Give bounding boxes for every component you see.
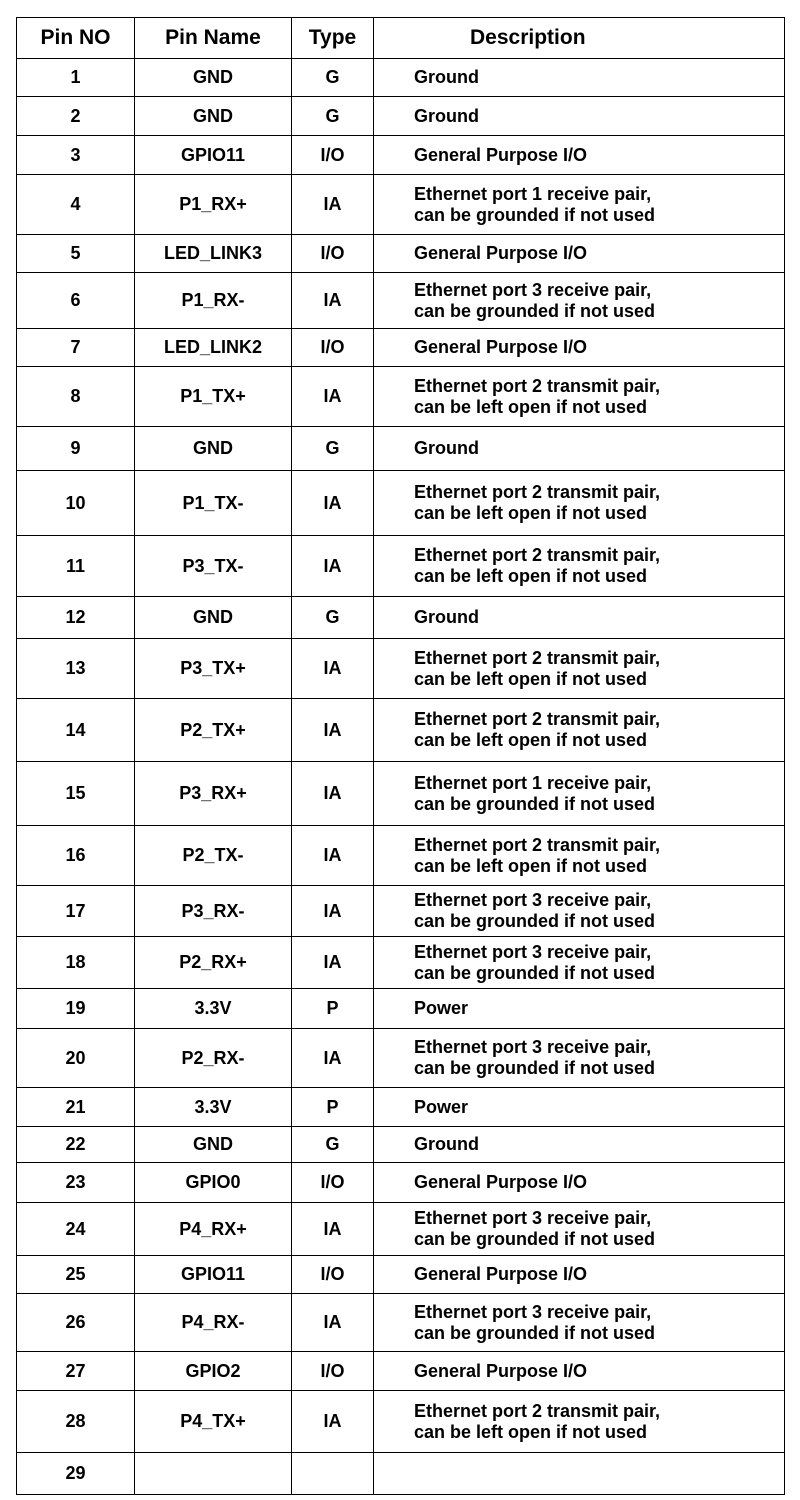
pin-type-cell: G <box>292 427 374 471</box>
pin-number-cell: 3 <box>17 136 135 175</box>
description-line: Ground <box>414 607 479 627</box>
pin-name-cell: 3.3V <box>135 1088 292 1127</box>
table-row <box>17 329 785 367</box>
table-row <box>17 597 785 639</box>
table-row <box>17 1352 785 1391</box>
pin-number-cell: 2 <box>17 97 135 136</box>
pin-type-cell: I/O <box>292 329 374 367</box>
pin-number-cell: 23 <box>17 1163 135 1203</box>
pin-number-cell: 20 <box>17 1029 135 1088</box>
description-line: Ground <box>414 1134 479 1154</box>
pin-type-cell: I/O <box>292 1163 374 1203</box>
pin-number-cell: 9 <box>17 427 135 471</box>
pin-type-cell: P <box>292 989 374 1029</box>
pin-type-cell <box>292 1453 374 1495</box>
pin-number-cell: 28 <box>17 1391 135 1453</box>
description-line: can be grounded if not used <box>414 1322 656 1343</box>
description-line: can be grounded if not used <box>414 300 656 321</box>
table-row <box>17 427 785 471</box>
pin-type-cell: IA <box>292 175 374 235</box>
description-line: can be grounded if not used <box>414 1229 656 1249</box>
pin-number-cell: 6 <box>17 273 135 329</box>
description-line: Ethernet port 2 transmit pair, <box>414 375 661 396</box>
pin-type-cell: G <box>292 1127 374 1163</box>
pin-name-cell: GND <box>135 427 292 471</box>
table-row <box>17 1256 785 1294</box>
table-row <box>17 1453 785 1495</box>
description-line: General Purpose I/O <box>414 337 588 357</box>
pin-name-cell: P2_TX+ <box>135 699 292 762</box>
pin-description-cell <box>374 937 785 989</box>
pin-description-cell <box>374 1256 785 1294</box>
table-row <box>17 536 785 597</box>
description-line: can be left open if not used <box>414 503 648 523</box>
description-line: General Purpose I/O <box>414 1172 588 1192</box>
pin-description-cell <box>374 1391 785 1453</box>
pin-number-cell: 5 <box>17 235 135 273</box>
description-line: Ethernet port 1 receive pair, <box>414 183 652 204</box>
pin-type-cell: IA <box>292 273 374 329</box>
pin-type-cell: I/O <box>292 235 374 273</box>
description-line: Ethernet port 3 receive pair, <box>414 1037 652 1057</box>
pin-number-cell: 4 <box>17 175 135 235</box>
pin-description-cell <box>374 597 785 639</box>
description-line: Ethernet port 1 receive pair, <box>414 772 652 793</box>
description-line: Ethernet port 2 transmit pair, <box>414 647 661 668</box>
pin-description-cell <box>374 427 785 471</box>
description-line: Ground <box>414 438 479 458</box>
pin-number-cell: 24 <box>17 1203 135 1256</box>
pin-name-cell: LED_LINK3 <box>135 235 292 273</box>
pin-description-cell <box>374 273 785 329</box>
pin-name-cell: P3_TX- <box>135 536 292 597</box>
description-line: can be grounded if not used <box>414 204 656 225</box>
pin-description-cell <box>374 699 785 762</box>
pin-description-cell <box>374 1163 785 1203</box>
header-row <box>17 18 785 59</box>
pin-type-cell: IA <box>292 639 374 699</box>
pin-name-cell: GPIO11 <box>135 136 292 175</box>
description-line: Ethernet port 3 receive pair, <box>414 890 652 910</box>
pin-type-cell: G <box>292 59 374 97</box>
description-line: Ground <box>414 105 479 126</box>
pin-number-cell: 16 <box>17 826 135 886</box>
description-line: can be left open if not used <box>414 396 648 417</box>
pin-type-cell: I/O <box>292 1352 374 1391</box>
pin-description-cell <box>374 826 785 886</box>
table-row <box>17 762 785 826</box>
header-pin-no: Pin NO <box>17 18 135 59</box>
description-line: Power <box>414 998 469 1018</box>
table-row <box>17 1088 785 1127</box>
table-header <box>17 18 785 59</box>
table-row <box>17 1163 785 1203</box>
description-line: Ground <box>414 67 479 87</box>
pin-name-cell: P4_TX+ <box>135 1391 292 1453</box>
pin-type-cell: IA <box>292 762 374 826</box>
description-line: Ethernet port 3 receive pair, <box>414 279 652 300</box>
pin-number-cell: 14 <box>17 699 135 762</box>
pin-name-cell: P4_RX+ <box>135 1203 292 1256</box>
pin-description-cell <box>374 1294 785 1352</box>
pin-number-cell: 26 <box>17 1294 135 1352</box>
table-row <box>17 1294 785 1352</box>
pin-description-cell <box>374 97 785 136</box>
pin-description-cell <box>374 175 785 235</box>
pin-type-cell: G <box>292 597 374 639</box>
table-row <box>17 886 785 937</box>
pin-description-cell <box>374 136 785 175</box>
pin-number-cell: 11 <box>17 536 135 597</box>
pin-number-cell: 8 <box>17 367 135 427</box>
header-pin-name: Pin Name <box>135 18 292 59</box>
pin-name-cell: GPIO0 <box>135 1163 292 1203</box>
pin-type-cell: IA <box>292 937 374 989</box>
pin-type-cell: IA <box>292 1294 374 1352</box>
table-body <box>17 59 785 1495</box>
table-row <box>17 367 785 427</box>
table-row <box>17 471 785 536</box>
description-line: Ethernet port 3 receive pair, <box>414 941 652 962</box>
pin-description-cell <box>374 1127 785 1163</box>
pin-name-cell: P2_TX- <box>135 826 292 886</box>
pin-number-cell: 13 <box>17 639 135 699</box>
pin-description-cell <box>374 59 785 97</box>
description-line: General Purpose I/O <box>414 243 588 263</box>
table-row <box>17 937 785 989</box>
description-line: Power <box>414 1096 469 1117</box>
pin-type-cell: IA <box>292 886 374 937</box>
header-type: Type <box>292 18 374 59</box>
description-line: Ethernet port 2 transmit pair, <box>414 1400 661 1421</box>
description-line: can be left open if not used <box>414 566 648 586</box>
table-row <box>17 235 785 273</box>
description-line: can be left open if not used <box>414 730 648 750</box>
description-line: Ethernet port 3 receive pair, <box>414 1301 652 1322</box>
pin-description-cell <box>374 235 785 273</box>
pin-name-cell: P4_RX- <box>135 1294 292 1352</box>
table-row <box>17 989 785 1029</box>
pin-name-cell: P2_RX- <box>135 1029 292 1088</box>
pin-description-cell <box>374 1088 785 1127</box>
pin-name-cell: P1_RX- <box>135 273 292 329</box>
pin-number-cell: 10 <box>17 471 135 536</box>
pin-description-cell <box>374 639 785 699</box>
description-line: can be left open if not used <box>414 855 648 876</box>
pin-description-cell <box>374 536 785 597</box>
pin-type-cell: I/O <box>292 1256 374 1294</box>
description-line: can be grounded if not used <box>414 1058 656 1078</box>
pin-number-cell: 7 <box>17 329 135 367</box>
pin-type-cell: IA <box>292 1391 374 1453</box>
description-line: General Purpose I/O <box>414 144 588 165</box>
description-line: Ethernet port 2 transmit pair, <box>414 482 661 502</box>
table-row <box>17 1127 785 1163</box>
table-row <box>17 639 785 699</box>
pin-type-cell: IA <box>292 699 374 762</box>
pin-name-cell: 3.3V <box>135 989 292 1029</box>
description-line: General Purpose I/O <box>414 1264 588 1284</box>
pin-type-cell: IA <box>292 826 374 886</box>
description-line: Ethernet port 2 transmit pair, <box>414 709 661 729</box>
table-row <box>17 1203 785 1256</box>
pin-name-cell: P3_RX+ <box>135 762 292 826</box>
description-line: can be grounded if not used <box>414 962 656 983</box>
pin-number-cell: 25 <box>17 1256 135 1294</box>
pin-name-cell: P3_TX+ <box>135 639 292 699</box>
pin-description-cell <box>374 1352 785 1391</box>
pin-type-cell: P <box>292 1088 374 1127</box>
pin-table <box>16 17 785 1495</box>
pin-name-cell: P2_RX+ <box>135 937 292 989</box>
pin-description-cell <box>374 886 785 937</box>
pin-number-cell: 21 <box>17 1088 135 1127</box>
pin-description-cell <box>374 367 785 427</box>
pin-number-cell: 17 <box>17 886 135 937</box>
pin-description-cell <box>374 1029 785 1088</box>
pin-name-cell: P1_RX+ <box>135 175 292 235</box>
pin-type-cell: IA <box>292 536 374 597</box>
table-row <box>17 136 785 175</box>
description-line: General Purpose I/O <box>414 1360 588 1381</box>
description-line: Ethernet port 2 transmit pair, <box>414 545 661 565</box>
table-row <box>17 1391 785 1453</box>
pin-type-cell: IA <box>292 1203 374 1256</box>
pin-name-cell: GPIO2 <box>135 1352 292 1391</box>
pin-name-cell: LED_LINK2 <box>135 329 292 367</box>
table-row <box>17 59 785 97</box>
description-line: can be left open if not used <box>414 668 648 689</box>
pin-description-cell <box>374 329 785 367</box>
pin-name-cell: GND <box>135 59 292 97</box>
pin-number-cell: 1 <box>17 59 135 97</box>
pin-name-cell: GND <box>135 1127 292 1163</box>
pin-description-cell <box>374 762 785 826</box>
table-row <box>17 699 785 762</box>
pin-description-cell <box>374 471 785 536</box>
pin-description-cell <box>374 1453 785 1495</box>
pin-name-cell: GND <box>135 97 292 136</box>
description-line: Ethernet port 3 receive pair, <box>414 1208 652 1228</box>
pin-type-cell: IA <box>292 471 374 536</box>
pin-description-cell <box>374 1203 785 1256</box>
table-row <box>17 97 785 136</box>
description-line: can be grounded if not used <box>414 911 656 931</box>
table-row <box>17 1029 785 1088</box>
pin-number-cell: 22 <box>17 1127 135 1163</box>
pin-type-cell: G <box>292 97 374 136</box>
pin-number-cell: 15 <box>17 762 135 826</box>
pin-name-cell: P3_RX- <box>135 886 292 937</box>
description-line: can be left open if not used <box>414 1421 648 1442</box>
pin-number-cell: 12 <box>17 597 135 639</box>
pin-name-cell: P1_TX- <box>135 471 292 536</box>
pin-number-cell: 27 <box>17 1352 135 1391</box>
pin-name-cell <box>135 1453 292 1495</box>
pin-description-cell <box>374 989 785 1029</box>
description-line: can be grounded if not used <box>414 793 656 814</box>
table-row <box>17 826 785 886</box>
pin-number-cell: 19 <box>17 989 135 1029</box>
pin-type-cell: IA <box>292 367 374 427</box>
table-row <box>17 273 785 329</box>
pin-name-cell: GND <box>135 597 292 639</box>
table-row <box>17 175 785 235</box>
pin-number-cell: 29 <box>17 1453 135 1495</box>
description-line: Ethernet port 2 transmit pair, <box>414 834 661 855</box>
pin-name-cell: P1_TX+ <box>135 367 292 427</box>
pin-type-cell: IA <box>292 1029 374 1088</box>
header-description: Description <box>374 18 785 59</box>
pin-type-cell: I/O <box>292 136 374 175</box>
pin-name-cell: GPIO11 <box>135 1256 292 1294</box>
pin-number-cell: 18 <box>17 937 135 989</box>
